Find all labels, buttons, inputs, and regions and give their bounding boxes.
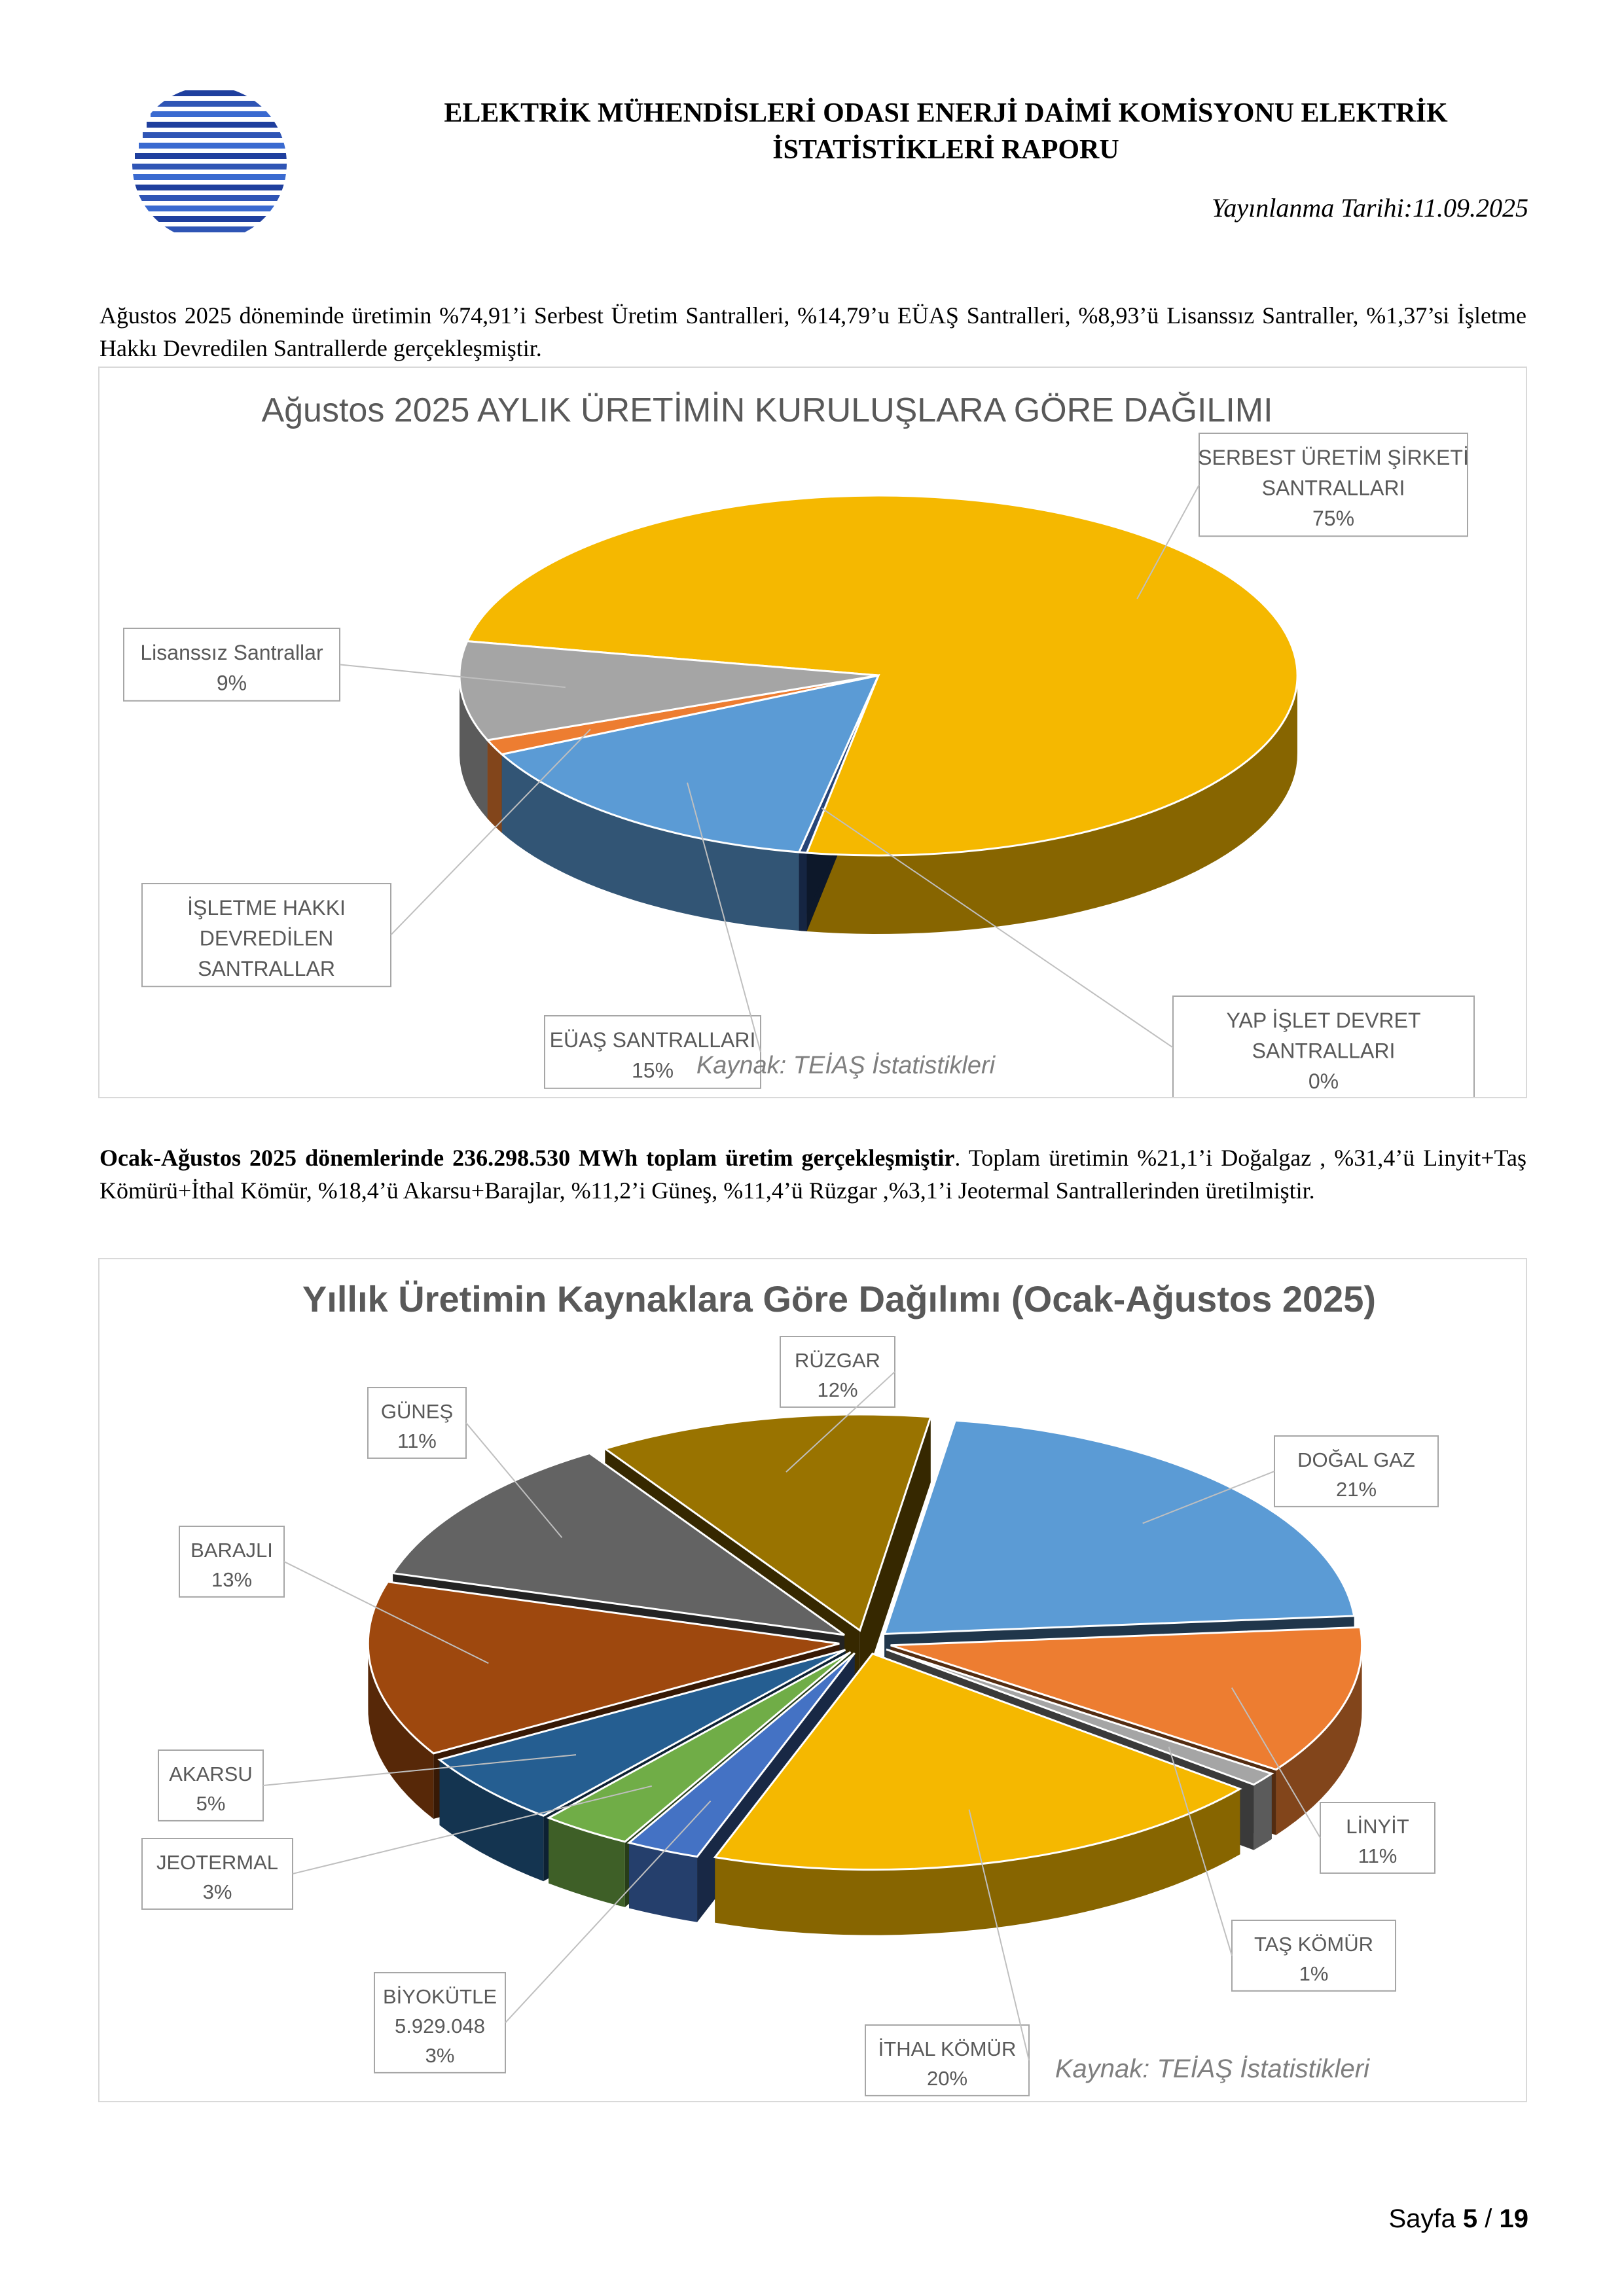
logo-stripe — [131, 174, 288, 180]
logo-stripe — [131, 195, 288, 201]
data-label-text: EÜAŞ SANTRALLARI — [549, 1028, 756, 1052]
data-label-text: JEOTERMAL — [156, 1851, 279, 1874]
data-label-value: 13% — [211, 1568, 253, 1592]
data-label-text: DEVREDİLEN — [199, 926, 334, 950]
paragraph-2-bold: Ocak-Ağustos 2025 dönemlerinde 236.298.530 MWh toplam üretim gerçekleşmiştir — [99, 1145, 955, 1171]
data-label-text: GÜNEŞ — [380, 1400, 454, 1424]
paragraph-1: Ağustos 2025 döneminde üretimin %74,91’i Serbest Üretim Santralleri, %14,79’u EÜAŞ Santralleri, %8,93’ü Lisanssız Santraller, %1,37’si İşletme Hakkı Devredilen Santrallerde gerçekleşmiştir. — [99, 302, 1526, 361]
chart-1-label-4 — [124, 628, 340, 701]
chart-2-pie — [368, 1414, 1362, 1935]
logo-stripe — [158, 90, 288, 96]
logo-stripe — [139, 143, 288, 149]
logo-stripe — [151, 111, 288, 117]
data-label-text: AKARSU — [169, 1763, 253, 1786]
publish-date: Yayınlanma Tarihi:11.09.2025 — [1211, 193, 1528, 223]
data-label-value: 20% — [926, 2067, 968, 2090]
data-label-value: 9% — [216, 671, 247, 695]
chart-1-pie — [460, 495, 1297, 934]
data-label-value: 0% — [1308, 1069, 1339, 1093]
chart-1-label-0 — [1198, 433, 1469, 536]
paragraph-2 — [99, 1141, 1526, 1207]
data-label-value: 1% — [1299, 1962, 1329, 1986]
data-label-text: SANTRALLARI — [1261, 476, 1405, 500]
page-sep: / — [1485, 2204, 1492, 2233]
chart-1-label-3 — [142, 884, 391, 986]
data-label-text: İŞLETME HAKKI — [187, 896, 346, 920]
chart-2-label-8 — [368, 1388, 466, 1458]
data-label-text: LİNYİT — [1346, 1815, 1409, 1839]
chart-1-label-1 — [1173, 996, 1474, 1097]
data-label-value: 21% — [1335, 1478, 1377, 1501]
data-label-value: 11% — [397, 1429, 437, 1453]
logo-stripe — [147, 122, 288, 128]
chart-2-label-5 — [142, 1839, 293, 1909]
chart-2-label-1 — [1320, 1803, 1435, 1873]
pie-slice-rim — [1254, 1774, 1271, 1850]
data-label-text: İTHAL KÖMÜR — [878, 2037, 1017, 2061]
chart-2-label-7 — [179, 1526, 284, 1597]
chart-2-source: Kaynak: TEİAŞ İstatistikleri — [1055, 2054, 1369, 2083]
logo — [118, 85, 327, 242]
chart-2-label-9 — [780, 1336, 895, 1407]
data-label-value: 3% — [202, 1880, 232, 1904]
chart-2-label-6 — [158, 1750, 263, 1821]
data-label-text: Lisanssız Santrallar — [140, 641, 323, 665]
chart-1-title: Ağustos 2025 AYLIK ÜRETİMİN KURULUŞLARA GÖRE DAĞILIMI — [261, 391, 1273, 429]
paragraph-2-rest: . Toplam üretimin %21,1’i Doğalgaz , %31,4’ü Linyit+Taş Kömürü+İthal Kömür, %18,4’ü Akarsu+Barajlar, %11,2’i Güneş, %11,4’ü Rüzgar ,%3,1’i Jeotermal Santrallerinden üretilmiştir. — [99, 1145, 1526, 1204]
data-label-value: 5% — [196, 1792, 226, 1816]
data-label-text: BİYOKÜTLE — [383, 1985, 497, 2009]
logo-stripe — [154, 101, 288, 107]
chart-2-label-0 — [1274, 1436, 1438, 1507]
report-title-line1: ELEKTRİK MÜHENDİSLERİ ODASI ENERJİ DAİMİ KOMİSYONU ELEKTRİK — [444, 98, 1448, 128]
pie-slice-rim — [799, 852, 807, 931]
chart-1-svg — [99, 368, 1526, 1097]
data-label-text: RÜZGAR — [795, 1349, 880, 1372]
chart-2-label-4 — [374, 1973, 505, 2073]
data-label-text: 5.929.048 — [395, 2015, 485, 2038]
data-label-value: 15% — [631, 1058, 674, 1083]
data-label-text: SANTRALLAR — [198, 956, 335, 980]
chart-2-label-2 — [1232, 1920, 1396, 1991]
data-label-value: 12% — [817, 1378, 858, 1402]
data-label-text: SERBEST ÜRETİM ŞİRKETİ — [1198, 446, 1469, 470]
logo-stripe — [135, 153, 288, 159]
logo-graphic — [118, 85, 327, 242]
logo-stripe — [131, 206, 288, 211]
logo-stripe — [131, 185, 288, 190]
data-label-text: SANTRALLARI — [1252, 1039, 1396, 1063]
data-label-text: YAP İŞLET DEVRET — [1226, 1009, 1421, 1033]
chart-2-label-3 — [865, 2025, 1029, 2096]
logo-stripe — [131, 216, 288, 222]
logo-stripe — [131, 226, 288, 232]
report-title — [367, 95, 1525, 168]
data-label-value: 3% — [425, 2043, 455, 2067]
page-number — [1388, 2204, 1528, 2234]
page-total: 19 — [1499, 2204, 1528, 2233]
logo-stripe — [131, 164, 288, 170]
page-current: 5 — [1462, 2204, 1478, 2233]
chart-1-source: Kaynak: TEİAŞ İstatistikleri — [696, 1052, 996, 1079]
pie-slice-rim — [488, 740, 502, 833]
data-label-text: DOĞAL GAZ — [1297, 1448, 1415, 1472]
chart-2-title: Yıllık Üretimin Kaynaklara Göre Dağılımı (Ocak-Ağustos 2025) — [302, 1278, 1377, 1319]
data-label-value: 75% — [1312, 506, 1355, 530]
data-label-text: TAŞ KÖMÜR — [1254, 1933, 1373, 1956]
chart-2-frame — [98, 1258, 1527, 2102]
report-title-line2: İSTATİSTİKLERİ RAPORU — [772, 135, 1119, 165]
chart-2-svg — [99, 1259, 1526, 2101]
chart-1-frame — [98, 367, 1527, 1098]
logo-stripe — [143, 132, 288, 138]
data-label-value: 11% — [1358, 1844, 1398, 1868]
data-label-text: BARAJLI — [190, 1539, 273, 1562]
page-prefix: Sayfa — [1388, 2204, 1456, 2233]
